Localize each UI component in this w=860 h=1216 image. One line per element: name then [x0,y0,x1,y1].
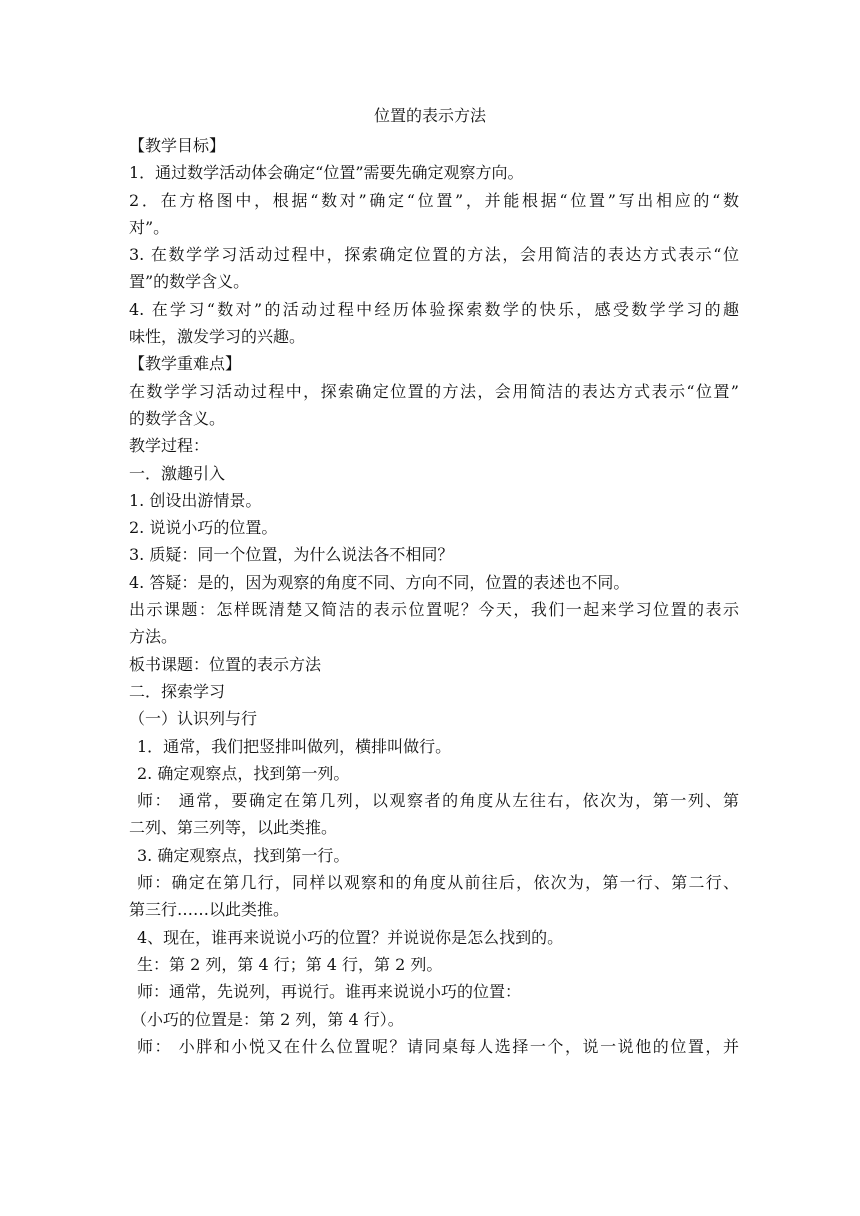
text-line: 师：确定在第几行，同样以观察和的角度从前往后，依次为，第一行、第二行、 [137,873,739,893]
text-line: 1．通过数学活动体会确定“位置”需要先确定观察方向。 [129,163,524,183]
text-line: 2．在方格图中，根据“数对”确定“位置”，并能根据“位置”写出相应的“数 [129,190,739,210]
text-line: 1. 创设出游情景。 [129,490,262,510]
text-line: （一）认识列与行 [129,709,258,729]
text-line: 在数学学习活动过程中，探索确定位置的方法，会用简洁的表达方式表示“位置” [129,381,739,401]
text-line: 师： 小胖和小悦又在什么位置呢？请同桌每人选择一个，说一说他的位置，并 [137,1036,739,1056]
text-line: 【教学重难点】 [129,354,242,374]
text-line: 生：第 2 列，第 4 行；第 4 行，第 2 列。 [137,954,443,974]
text-line: 2. 说说小巧的位置。 [129,518,278,538]
text-line: 一．激趣引入 [129,463,226,483]
text-line: 板书课题：位置的表示方法 [129,654,322,674]
text-line: 2. 确定观察点，找到第一列。 [137,763,350,783]
text-line: （小巧的位置是：第 2 列，第 4 行）。 [131,1009,404,1029]
text-line: 二．探索学习 [129,681,226,701]
text-line: 【教学目标】 [129,136,226,155]
text-line: 4. 答疑：是的，因为观察的角度不同、方向不同，位置的表述也不同。 [129,572,630,592]
text-line: 3. 质疑：同一个位置，为什么说法各不相同？ [129,545,454,565]
text-line: 第三行……以此类推。 [129,900,290,920]
text-line: 二列、第三列等，以此类推。 [129,818,338,838]
text-line: 出示课题：怎样既清楚又简洁的表示位置呢？今天，我们一起来学习位置的表示 [129,600,739,620]
text-line: 教学过程： [129,436,210,456]
text-line: 1．通常，我们把竖排叫做列，横排叫做行。 [137,736,452,756]
text-line: 味性，激发学习的兴趣。 [129,327,306,347]
text-line: 3. 在数学学习活动过程中，探索确定位置的方法，会用简洁的表达方式表示“位 [129,245,739,265]
text-line: 4. 在学习“数对”的活动过程中经历体验探索数学的快乐，感受数学学习的趣 [129,299,739,319]
text-line: 置”的数学含义。 [129,272,250,292]
text-line: 4、现在，谁再来说说小巧的位置？并说说你是怎么找到的。 [137,927,564,947]
text-line: 3. 确定观察点，找到第一行。 [137,845,350,865]
text-line: 对”。 [129,217,170,237]
text-line: 师： 通常，要确定在第几列，以观察者的角度从左往右，依次为，第一列、第 [137,791,739,811]
text-line: 方法。 [129,627,178,647]
text-line: 的数学含义。 [129,408,226,428]
text-line: 师：通常，先说列，再说行。谁再来说说小巧的位置： [137,982,522,1002]
document-title: 位置的表示方法 [373,106,486,125]
document-body [129,132,739,1060]
